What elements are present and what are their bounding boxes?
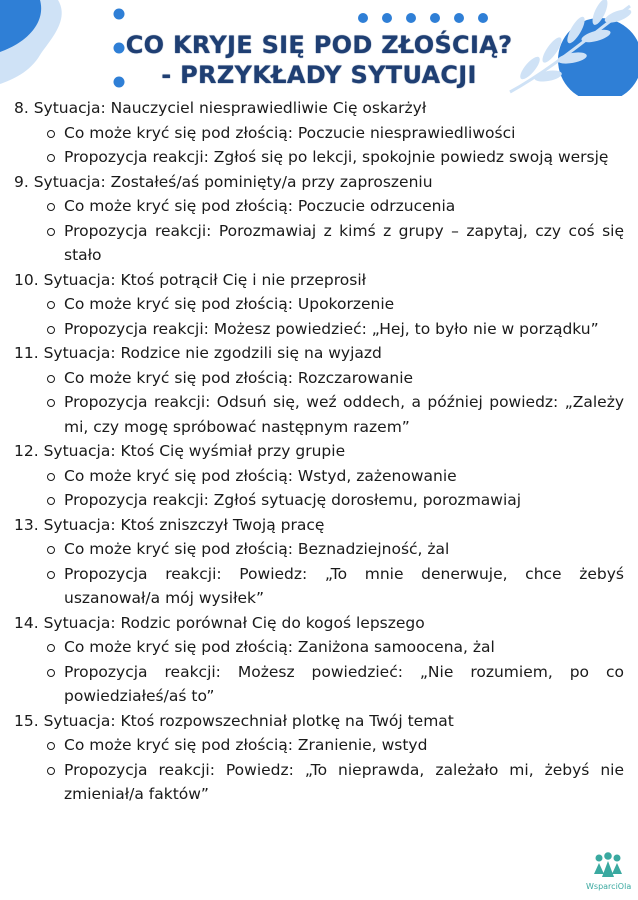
people-logo-icon bbox=[591, 852, 625, 880]
dots-decoration-top bbox=[355, 10, 495, 26]
situation-title: 13. Sytuacja: Ktoś zniszczył Twoją pracę bbox=[14, 515, 325, 534]
situation-title: 10. Sytuacja: Ktoś potrącił Cię i nie przeprosił bbox=[14, 270, 367, 289]
emotion-bullet: Co może kryć się pod złością: Beznadziejność, żal bbox=[64, 537, 626, 562]
situation-item bbox=[14, 96, 626, 170]
reaction-bullet: Propozycja reakcji: Powiedz: „To mnie denerwuje, chce żebyś uszanował/a mój wysiłek” bbox=[64, 562, 626, 611]
wsparciola-logo bbox=[586, 852, 630, 891]
emotion-bullet: Co może kryć się pod złością: Rozczarowanie bbox=[64, 366, 626, 391]
reaction-bullet: Propozycja reakcji: Powiedz: „To nieprawda, zależało mi, żebyś nie zmieniał/a faktów” bbox=[64, 758, 626, 807]
reaction-bullet: Propozycja reakcji: Zgłoś sytuację dorosłemu, porozmawiaj bbox=[64, 488, 626, 513]
situation-item bbox=[14, 341, 626, 439]
reaction-bullet: Propozycja reakcji: Porozmawiaj z kimś z grupy – zapytaj, czy coś się stało bbox=[64, 219, 626, 268]
situation-title: 12. Sytuacja: Ktoś Cię wyśmiał przy grupie bbox=[14, 442, 346, 460]
emotion-bullet: Co może kryć się pod złością: Zranienie, wstyd bbox=[64, 733, 626, 758]
page-title bbox=[0, 30, 638, 90]
situation-item bbox=[14, 268, 626, 342]
situation-item bbox=[14, 611, 626, 709]
situation-item bbox=[14, 709, 626, 807]
title-line-1: CO KRYJE SIĘ POD ZŁOŚCIĄ? bbox=[125, 31, 513, 59]
reaction-bullet: Propozycja reakcji: Odsuń się, weź oddech, a później powiedz: „Zależy mi, czy mogę spróbować następnym razem” bbox=[64, 390, 626, 439]
title-line-2: - PRZYKŁADY SYTUACJI bbox=[161, 61, 477, 89]
situation-title: 14. Sytuacja: Rodzic porównał Cię do kogoś lepszego bbox=[14, 613, 425, 632]
emotion-bullet: Co może kryć się pod złością: Poczucie niesprawiedliwości bbox=[64, 121, 626, 146]
situation-item bbox=[14, 513, 626, 611]
situations-list bbox=[14, 96, 626, 807]
logo-text: WsparciOla bbox=[586, 882, 632, 891]
situation-title: 8. Sytuacja: Nauczyciel niesprawiedliwie Cię oskarżył bbox=[14, 99, 427, 117]
reaction-bullet: Propozycja reakcji: Możesz powiedzieć: „Hej, to było nie w porządku” bbox=[64, 317, 626, 342]
emotion-bullet: Co może kryć się pod złością: Upokorzenie bbox=[64, 292, 626, 317]
reaction-bullet: Propozycja reakcji: Możesz powiedzieć: „Nie rozumiem, po co powiedziałeś/aś to” bbox=[64, 660, 626, 709]
situation-item bbox=[14, 439, 626, 513]
situation-title: 9. Sytuacja: Zostałeś/aś pominięty/a przy zaproszeniu bbox=[14, 172, 433, 191]
emotion-bullet: Co może kryć się pod złością: Poczucie odrzucenia bbox=[64, 194, 626, 219]
reaction-bullet: Propozycja reakcji: Zgłoś się po lekcji, spokojnie powiedz swoją wersję bbox=[64, 145, 626, 170]
situation-item bbox=[14, 170, 626, 268]
emotion-bullet: Co może kryć się pod złością: Wstyd, zażenowanie bbox=[64, 464, 626, 489]
emotion-bullet: Co może kryć się pod złością: Zaniżona samoocena, żal bbox=[64, 635, 626, 660]
situation-title: 11. Sytuacja: Rodzice nie zgodzili się na wyjazd bbox=[14, 344, 382, 362]
situation-title: 15. Sytuacja: Ktoś rozpowszechniał plotkę na Twój temat bbox=[14, 711, 454, 730]
